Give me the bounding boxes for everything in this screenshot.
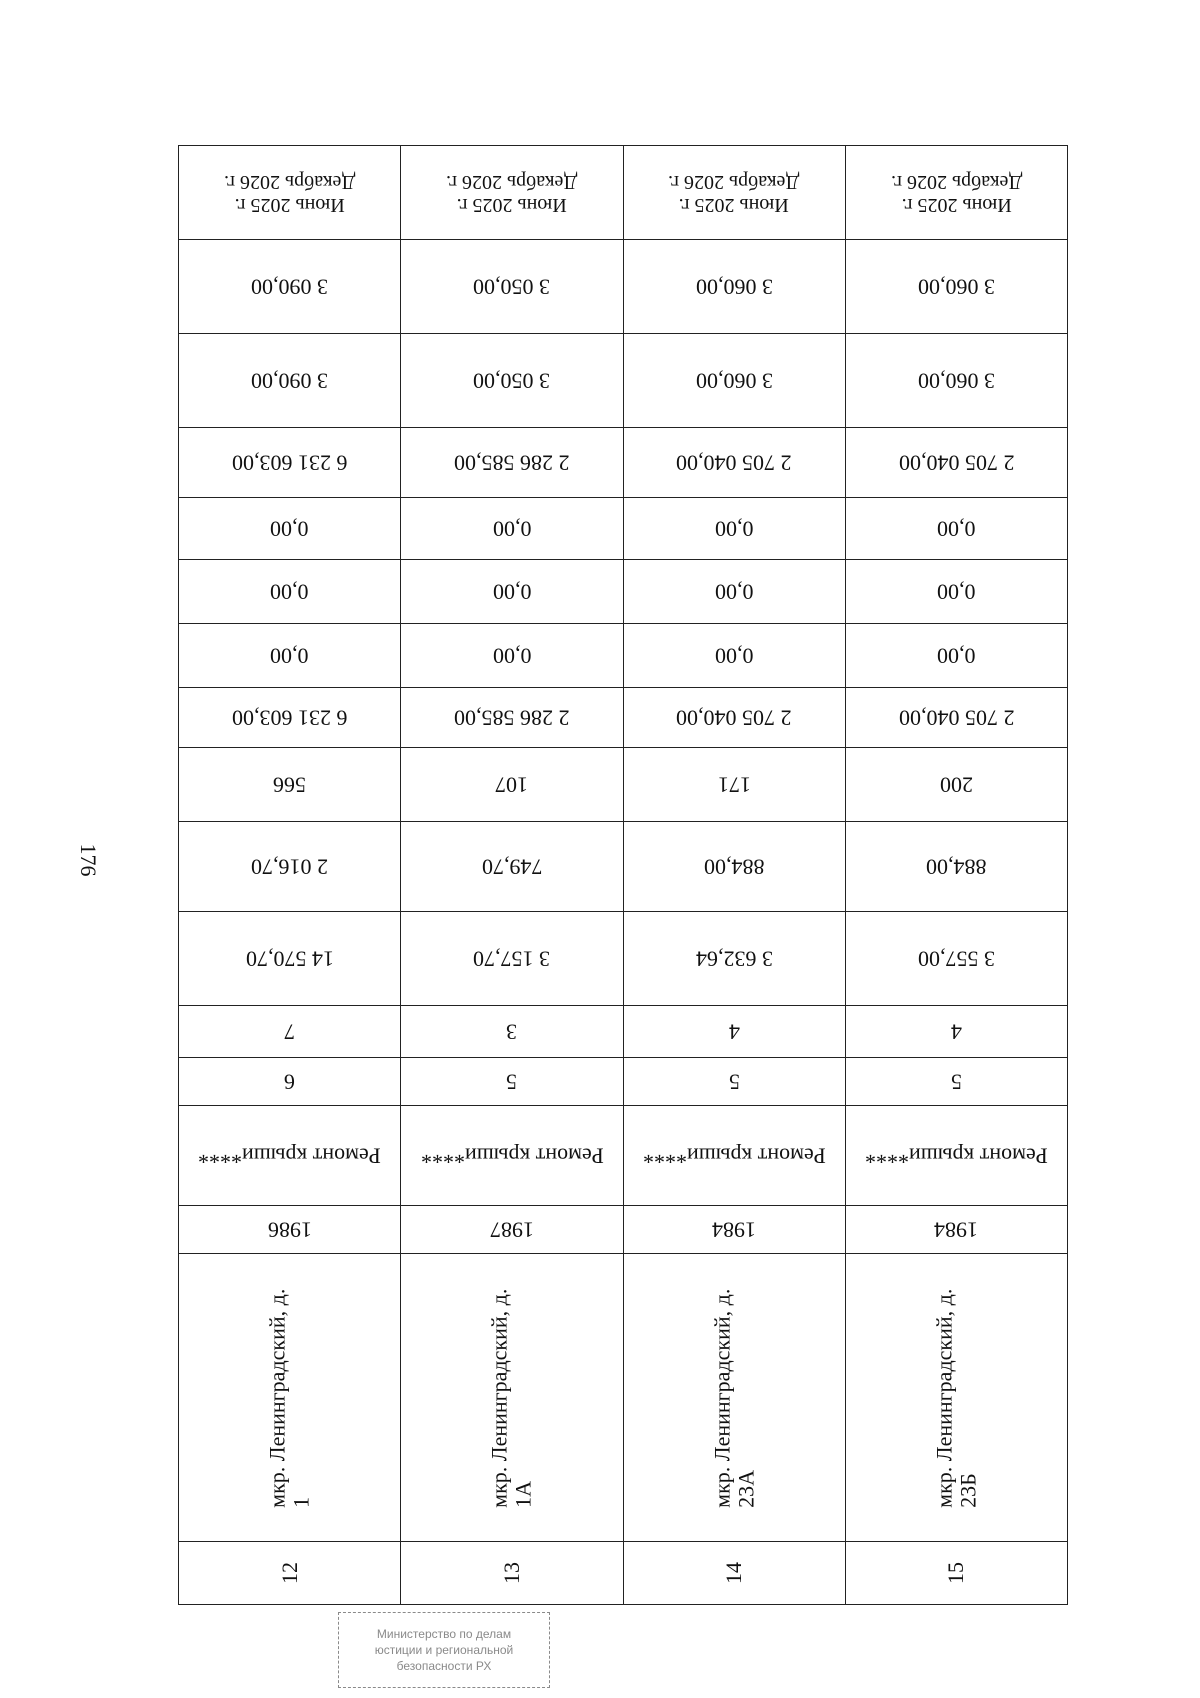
ministry-stamp: Министерство по делам юстиции и региональной безопасности РХ: [338, 1612, 550, 1688]
table-cell: 1987: [401, 1206, 623, 1253]
table-cell: 884,00: [926, 854, 987, 880]
row-number-cell: 14: [624, 1542, 846, 1604]
table-cell: 6 231 603,00: [179, 688, 401, 747]
table-cell: 0,00: [937, 579, 976, 605]
table-cell: 5: [401, 1058, 623, 1105]
table-row: [179, 748, 1067, 822]
table-cell: 3 060,00: [917, 274, 995, 300]
table-cell: Ремонт крыши****: [624, 1106, 846, 1205]
table-cell: 3: [401, 1006, 623, 1057]
page-number: 176: [76, 843, 101, 877]
row-number-cell: 15: [943, 1562, 969, 1584]
table-row: [179, 1058, 1067, 1106]
table-cell: 2 705 040,00: [624, 428, 846, 497]
table-cell: 0,00: [937, 643, 976, 669]
table-cell: 6: [179, 1058, 401, 1105]
table-cell: 2 286 585,00: [401, 428, 623, 497]
table-row: [179, 240, 1067, 334]
table-cell: 3 090,00: [179, 240, 401, 333]
table-row: [179, 1542, 1067, 1604]
table-row: [179, 688, 1067, 748]
address-cell: мкр. Ленинградский, д. 23А: [624, 1254, 846, 1541]
table-row: [179, 498, 1067, 560]
table-cell: 566: [179, 748, 401, 821]
row-number-cell: 12: [179, 1542, 401, 1604]
address-cell: мкр. Ленинградский, д. 23Б: [931, 1288, 981, 1509]
table-cell: 3 090,00: [179, 334, 401, 427]
table-cell: 3 557,00: [917, 946, 995, 972]
table-cell: 2 705 040,00: [898, 450, 1015, 476]
table-row: [179, 822, 1067, 912]
address-cell: мкр. Ленинградский, д. 1А: [401, 1254, 623, 1541]
table-row: [179, 1006, 1067, 1058]
table-cell: 0,00: [179, 560, 401, 623]
table-cell: 171: [624, 748, 846, 821]
table-cell: 0,00: [401, 498, 623, 559]
table-cell: 3 050,00: [401, 240, 623, 333]
table-cell: 5: [624, 1058, 846, 1105]
table-cell: Ремонт крыши****: [865, 1143, 1048, 1169]
table-cell: Июнь 2025 г. Декабрь 2026 г.: [624, 146, 846, 239]
table-cell: 2 705 040,00: [624, 688, 846, 747]
table-cell: 0,00: [179, 624, 401, 687]
table-cell: 3 157,70: [401, 912, 623, 1005]
table-row: [179, 560, 1067, 624]
table-cell: 0,00: [401, 624, 623, 687]
table-row: [179, 334, 1067, 428]
table-cell: 5: [950, 1069, 962, 1095]
table-cell: 3 060,00: [624, 334, 846, 427]
table-cell: 0,00: [401, 560, 623, 623]
table-cell: 4: [624, 1006, 846, 1057]
table-cell: 6 231 603,00: [179, 428, 401, 497]
table-cell: 107: [401, 748, 623, 821]
table-cell: 0,00: [179, 498, 401, 559]
table-row: [179, 146, 1067, 240]
row-number-cell: 13: [401, 1542, 623, 1604]
table-cell: 4: [950, 1019, 962, 1045]
table-cell: Ремонт крыши****: [179, 1106, 401, 1205]
table-cell: 1984: [934, 1217, 979, 1243]
table-cell: Июнь 2025 г. Декабрь 2026 г.: [401, 146, 623, 239]
table-cell: 2 286 585,00: [401, 688, 623, 747]
table-row: [179, 624, 1067, 688]
table-cell: 1984: [624, 1206, 846, 1253]
table-cell: Июнь 2025 г. Декабрь 2026 г.: [179, 146, 401, 239]
table-cell: 749,70: [401, 822, 623, 911]
table-row: [179, 428, 1067, 498]
data-table: [178, 145, 1068, 1605]
table-cell: 7: [179, 1006, 401, 1057]
table-cell: 0,00: [624, 624, 846, 687]
table-cell: 1986: [179, 1206, 401, 1253]
table-cell: 3 632,64: [624, 912, 846, 1005]
table-cell: 3 060,00: [917, 368, 995, 394]
address-cell: мкр. Ленинградский, д. 1: [179, 1254, 401, 1541]
table-cell: 3 060,00: [624, 240, 846, 333]
table-cell: 200: [939, 772, 973, 798]
table-row: [179, 1254, 1067, 1542]
table-cell: 3 050,00: [401, 334, 623, 427]
table-cell: 0,00: [624, 498, 846, 559]
table-cell: 884,00: [624, 822, 846, 911]
table-cell: 14 570,70: [179, 912, 401, 1005]
table-row: [179, 1106, 1067, 1206]
table-cell: 0,00: [937, 516, 976, 542]
table-row: [179, 1206, 1067, 1254]
table-row: [179, 912, 1067, 1006]
table-cell: 2 016,70: [179, 822, 401, 911]
table-cell: Ремонт крыши****: [401, 1106, 623, 1205]
table-cell: Июнь 2025 г. Декабрь 2026 г.: [890, 170, 1023, 216]
table-cell: 2 705 040,00: [898, 705, 1015, 731]
table-cell: 0,00: [624, 560, 846, 623]
